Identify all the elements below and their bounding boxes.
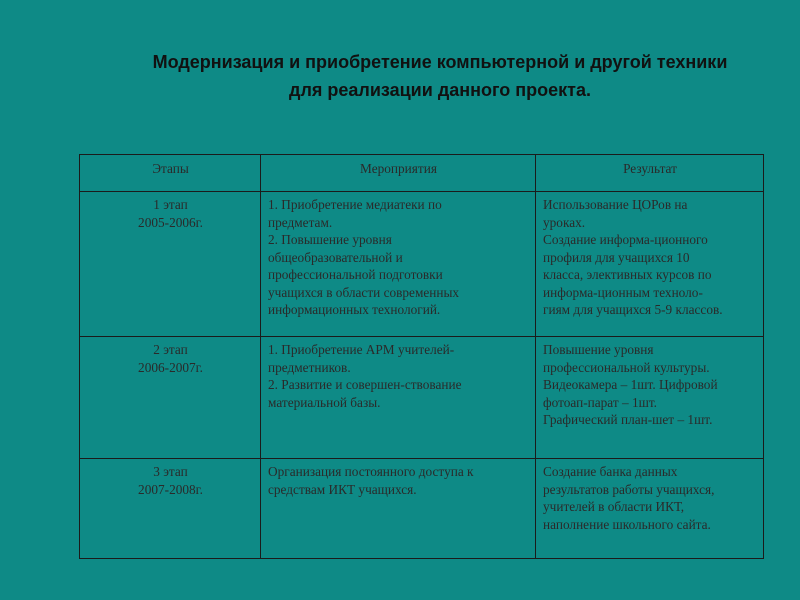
table-row bbox=[80, 192, 764, 337]
stage-years: 2007-2008г. bbox=[138, 481, 203, 497]
result-cell bbox=[536, 192, 764, 337]
slide-title-line-1: Модернизация и приобретение компьютерной и другой техники bbox=[152, 52, 728, 72]
table-row bbox=[80, 459, 764, 559]
activity-line: профессиональной подготовки bbox=[268, 267, 443, 282]
stage-label: 3 этап bbox=[153, 464, 188, 479]
activity-line: 1. Приобретение АРМ учителей- bbox=[268, 342, 455, 357]
result-line: профиля для учащихся 10 bbox=[543, 249, 690, 265]
result-line: гиям для учащихся 5-9 классов. bbox=[543, 302, 723, 317]
activities-cell bbox=[261, 192, 536, 337]
result-line: информа-ционным техноло- bbox=[543, 284, 703, 300]
result-line: Видеокамера – 1шт. Цифровой bbox=[543, 377, 718, 392]
result-line: учителей в области ИКТ, bbox=[543, 499, 685, 514]
activity-line: информационных технологий. bbox=[268, 302, 441, 317]
result-line: Повышение уровня bbox=[543, 342, 654, 357]
result-line: результатов работы учащихся, bbox=[543, 481, 715, 497]
stage-years: 2006-2007г. bbox=[138, 359, 203, 375]
stage-label: 2 этап bbox=[153, 342, 188, 357]
result-cell bbox=[536, 337, 764, 459]
stage-cell bbox=[80, 337, 261, 459]
result-line: Использование ЦОРов на bbox=[543, 197, 688, 212]
stage-cell bbox=[80, 459, 261, 559]
result-line: Создание информа-ционного bbox=[543, 232, 708, 247]
activity-line: материальной базы. bbox=[268, 394, 381, 410]
activities-cell bbox=[261, 337, 536, 459]
activities-cell bbox=[261, 459, 536, 559]
activity-line: предметам. bbox=[268, 214, 333, 230]
activity-line: общеобразовательной и bbox=[268, 249, 403, 265]
activity-line: Организация постоянного доступа к bbox=[268, 464, 474, 479]
header-result: Результат bbox=[536, 155, 764, 192]
table-header-row bbox=[80, 155, 764, 192]
header-activities: Мероприятия bbox=[261, 155, 536, 192]
slide-title-line-2: для реализации данного проекта. bbox=[289, 80, 591, 100]
result-cell bbox=[536, 459, 764, 559]
activity-line: учащихся в области современных bbox=[268, 284, 460, 300]
header-stages: Этапы bbox=[80, 155, 261, 192]
activity-line: 2. Развитие и совершен-ствование bbox=[268, 377, 462, 392]
result-line: профессиональной культуры. bbox=[543, 359, 710, 375]
project-stages-table bbox=[79, 154, 764, 559]
activity-line: 1. Приобретение медиатеки по bbox=[268, 197, 442, 212]
table-row bbox=[80, 337, 764, 459]
result-line: класса, элективных курсов по bbox=[543, 267, 712, 282]
result-line: Создание банка данных bbox=[543, 464, 678, 479]
slide-title bbox=[60, 48, 800, 104]
activity-line: средствам ИКТ учащихся. bbox=[268, 481, 417, 497]
stage-cell bbox=[80, 192, 261, 337]
result-line: фотоап-парат – 1шт. bbox=[543, 394, 657, 410]
stage-years: 2005-2006г. bbox=[138, 214, 203, 230]
stage-label: 1 этап bbox=[153, 197, 188, 212]
activity-line: 2. Повышение уровня bbox=[268, 232, 392, 247]
result-line: Графический план-шет – 1шт. bbox=[543, 412, 713, 427]
result-line: уроках. bbox=[543, 214, 586, 230]
activity-line: предметников. bbox=[268, 359, 351, 375]
result-line: наполнение школьного сайта. bbox=[543, 516, 711, 532]
